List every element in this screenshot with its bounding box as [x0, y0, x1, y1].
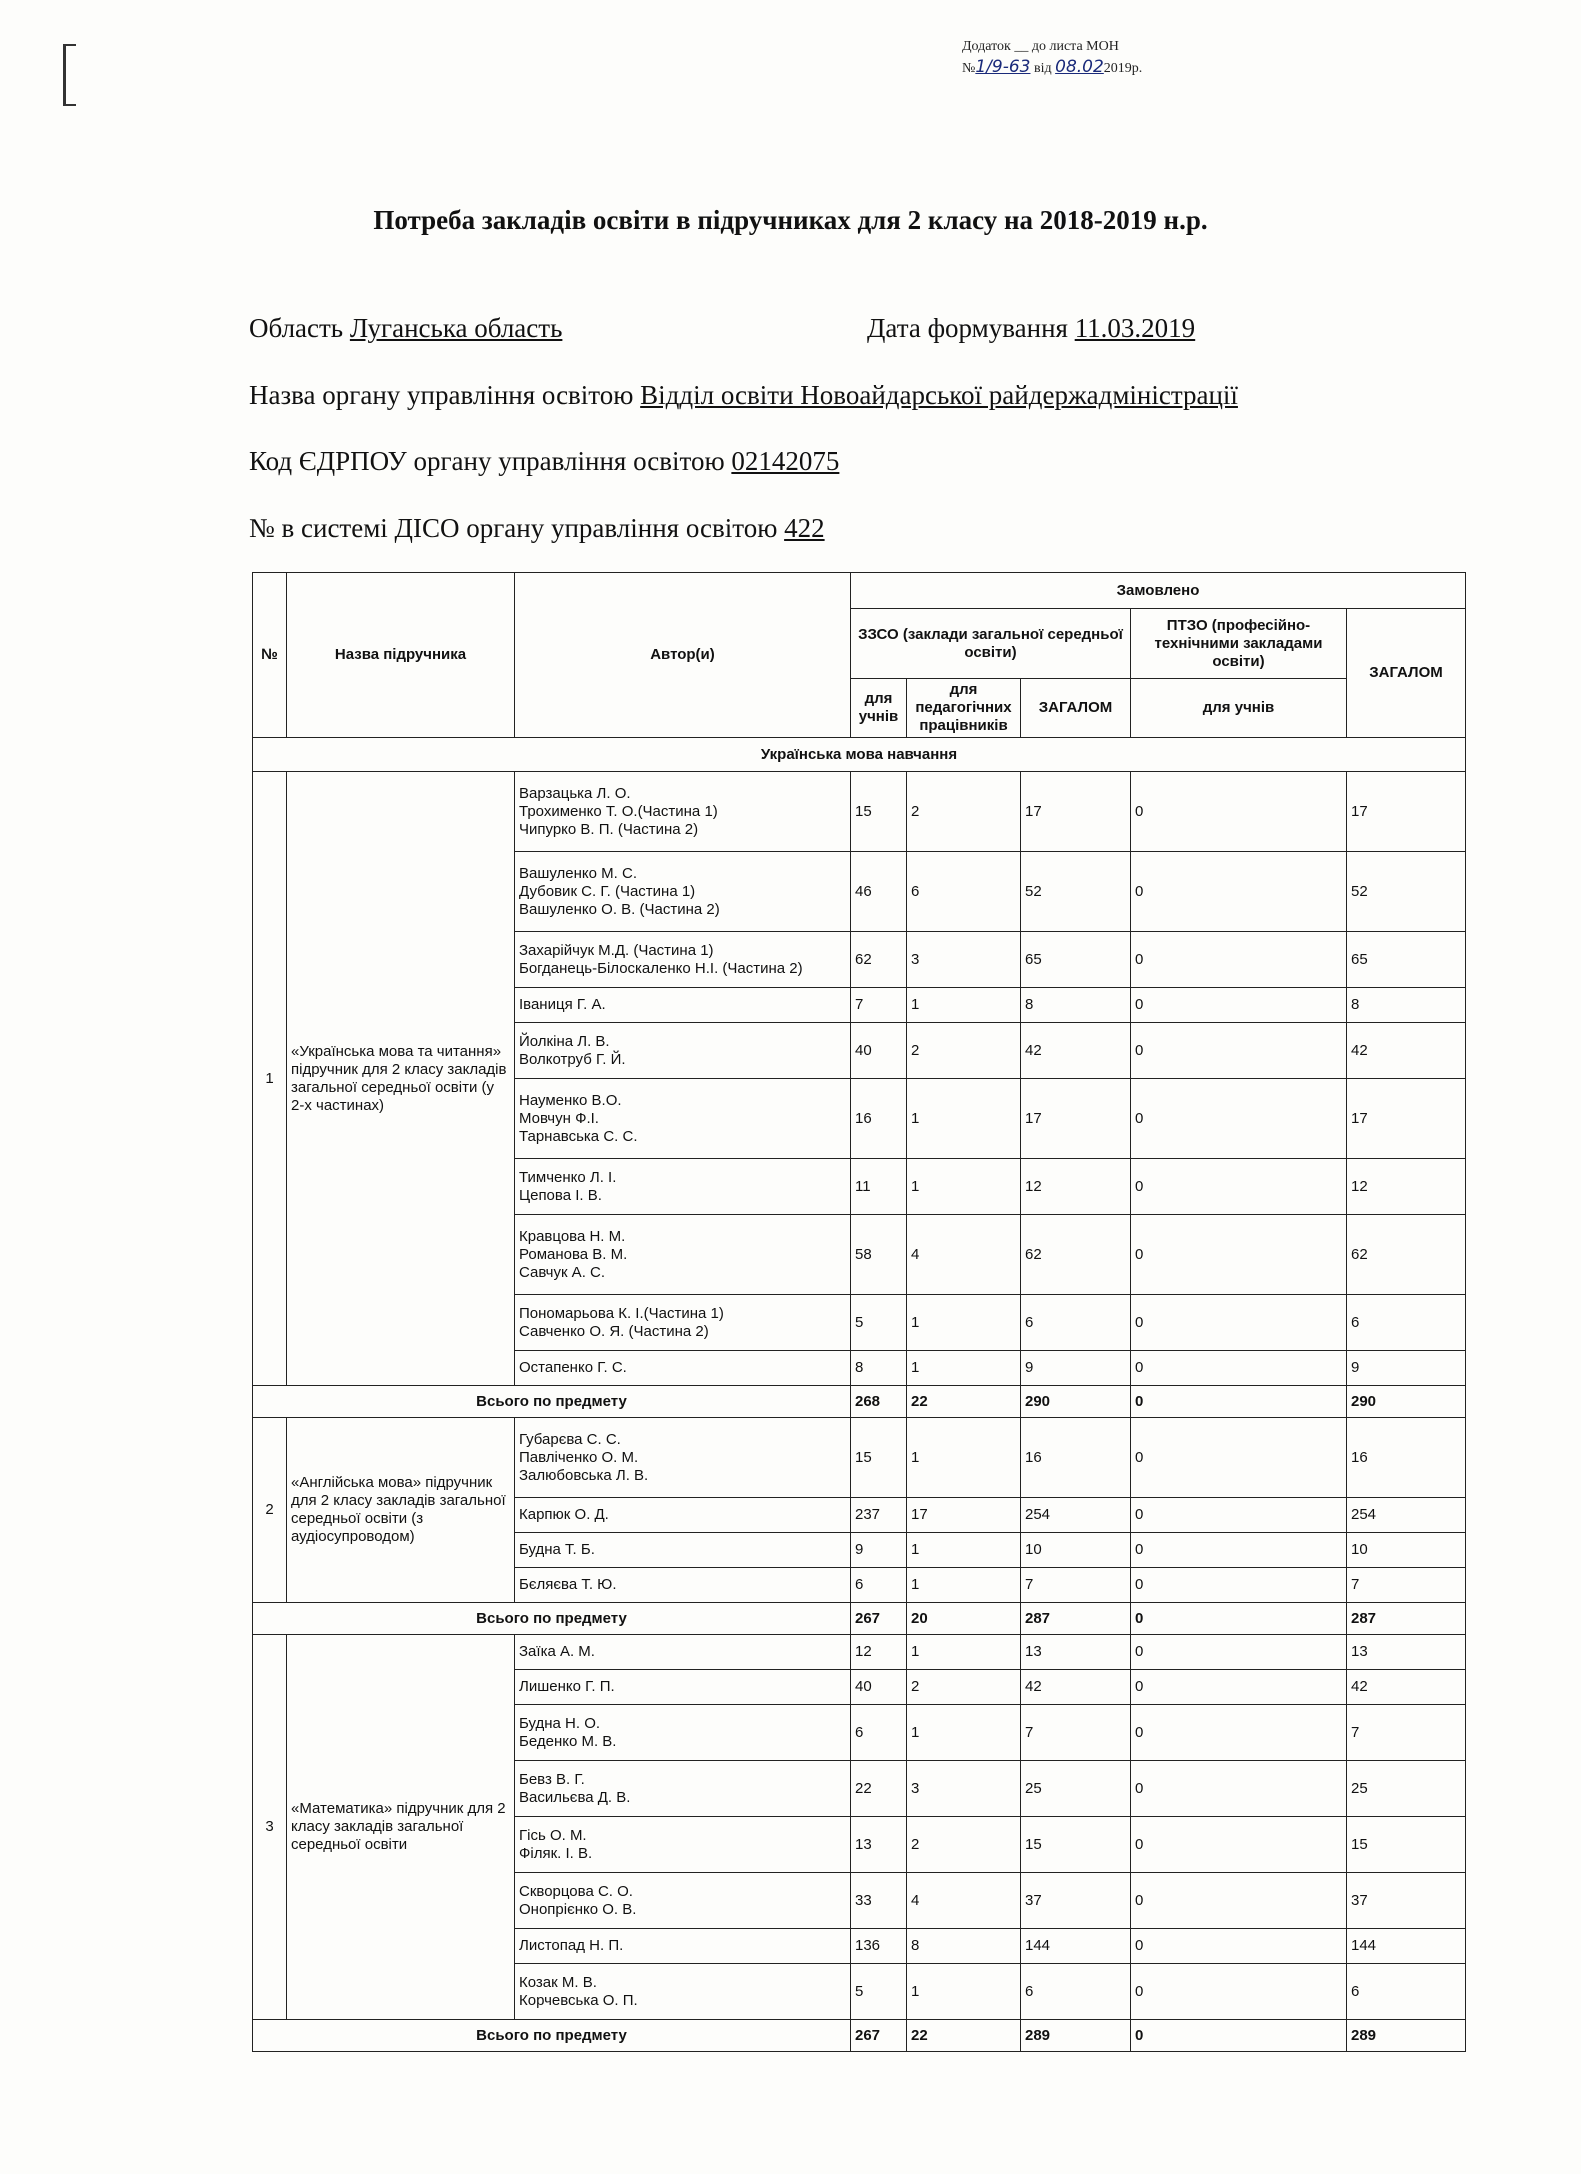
authors-cell	[515, 988, 851, 1023]
cell-students: 40	[851, 1670, 907, 1705]
cell-teachers: 2	[907, 772, 1021, 852]
author-name: Корчевська О. П.	[519, 1991, 638, 2009]
cell-total: 15	[1021, 1817, 1131, 1873]
author-name: Козак М. В.	[519, 1973, 597, 1991]
region-value: Луганська область	[349, 313, 563, 343]
cell-ptzo: 0	[1131, 1705, 1347, 1761]
cell-ptzo: 0	[1131, 1023, 1347, 1079]
textbook-title: «Українська мова та читання» підручник для 2 класу закладів загальної середньої освіти (у 2-х частинах)	[287, 772, 515, 1386]
cell-students: 9	[851, 1533, 907, 1568]
total-label: Всього по предмету	[253, 2020, 851, 2052]
cell-students: 11	[851, 1159, 907, 1215]
subject-number: 2	[253, 1418, 287, 1603]
header-authors: Автор(и)	[515, 573, 851, 738]
annex-line: Додаток __ до листа МОН	[962, 39, 1119, 54]
date-field	[867, 313, 1195, 344]
author-name: Дубовик С. Г. (Частина 1)	[519, 882, 696, 900]
authors-cell	[515, 1761, 851, 1817]
author-name: Савчук А. С.	[519, 1263, 606, 1281]
subject-number: 1	[253, 772, 287, 1386]
textbook-title: «Англійська мова» підручник для 2 класу закладів загальної середньої освіти (з аудіосупроводом)	[287, 1418, 515, 1603]
cell-students: 7	[851, 988, 907, 1023]
author-name: Варзацька Л. О.	[519, 784, 631, 802]
authority-field	[249, 380, 1238, 411]
cell-grand: 144	[1347, 1929, 1466, 1964]
cell-ptzo: 0	[1131, 1964, 1347, 2020]
author-name: Філяк. І. В.	[519, 1844, 593, 1862]
cell-total: 6	[1021, 1964, 1131, 2020]
subject-total-row	[253, 2020, 1466, 2052]
cell-grand: 13	[1347, 1635, 1466, 1670]
author-name: Тарнавська С. С.	[519, 1127, 638, 1145]
author-name: Захарійчук М.Д. (Частина 1)	[519, 941, 714, 959]
edrpou-label: Код ЄДРПОУ органу управління освітою	[249, 446, 725, 476]
cell-ptzo: 0	[1131, 1873, 1347, 1929]
cell-teachers: 1	[907, 1533, 1021, 1568]
author-name: Цепова І. В.	[519, 1186, 602, 1204]
cell-ptzo: 0	[1131, 772, 1347, 852]
cell-total: 9	[1021, 1351, 1131, 1386]
cell-grand: 42	[1347, 1023, 1466, 1079]
cell-students: 6	[851, 1705, 907, 1761]
diso-field	[249, 513, 825, 544]
author-name: Савченко О. Я. (Частина 2)	[519, 1322, 709, 1340]
author-name: Волкотруб Г. Й.	[519, 1050, 626, 1068]
cell-students: 5	[851, 1295, 907, 1351]
cell-grand: 254	[1347, 1498, 1466, 1533]
textbook-table	[252, 572, 1466, 2052]
author-name: Пономарьова К. І.(Частина 1)	[519, 1304, 724, 1322]
cell-total: 25	[1021, 1761, 1131, 1817]
handwritten-number: 1/9-63	[975, 57, 1031, 77]
author-name: Лишенко Г. П.	[519, 1678, 615, 1695]
cell-total: 42	[1021, 1023, 1131, 1079]
cell-teachers: 1	[907, 1159, 1021, 1215]
total-students: 267	[851, 2020, 907, 2052]
total-label: Всього по предмету	[253, 1386, 851, 1418]
cell-ptzo: 0	[1131, 1079, 1347, 1159]
cell-ptzo: 0	[1131, 852, 1347, 932]
authors-cell	[515, 1929, 851, 1964]
author-name: Іваниця Г. А.	[519, 996, 606, 1013]
table-row	[253, 772, 1466, 852]
authors-cell	[515, 1635, 851, 1670]
diso-label: № в системі ДІСО органу управління освітою	[249, 513, 778, 543]
total-grand: 289	[1347, 2020, 1466, 2052]
cell-students: 237	[851, 1498, 907, 1533]
header-total: ЗАГАЛОМ	[1021, 679, 1131, 738]
header-book: Назва підручника	[287, 573, 515, 738]
header-grand-total: ЗАГАЛОМ	[1347, 609, 1466, 738]
author-name: Чипурко В. П. (Частина 2)	[519, 820, 699, 838]
cell-students: 6	[851, 1568, 907, 1603]
cell-teachers: 1	[907, 1418, 1021, 1498]
annex-note	[962, 36, 1142, 79]
cell-ptzo: 0	[1131, 1761, 1347, 1817]
cell-teachers: 2	[907, 1817, 1021, 1873]
subject-number: 3	[253, 1635, 287, 2020]
cell-ptzo: 0	[1131, 1215, 1347, 1295]
author-name: Бєляєва Т. Ю.	[519, 1576, 617, 1593]
cell-total: 52	[1021, 852, 1131, 932]
cell-teachers: 8	[907, 1929, 1021, 1964]
authority-label: Назва органу управління освітою	[249, 380, 634, 410]
cell-students: 58	[851, 1215, 907, 1295]
author-name: Павліченко О. М.	[519, 1448, 639, 1466]
cell-students: 15	[851, 1418, 907, 1498]
cell-total: 37	[1021, 1873, 1131, 1929]
total-teachers: 22	[907, 1386, 1021, 1418]
header-for-students: для учнів	[851, 679, 907, 738]
cell-teachers: 2	[907, 1023, 1021, 1079]
author-name: Вашуленко М. С.	[519, 864, 638, 882]
cell-ptzo: 0	[1131, 1635, 1347, 1670]
cell-grand: 42	[1347, 1670, 1466, 1705]
authors-cell	[515, 1670, 851, 1705]
annex-date-prefix: від	[1034, 61, 1052, 76]
authors-cell	[515, 1568, 851, 1603]
total-total: 290	[1021, 1386, 1131, 1418]
author-name: Романова В. М.	[519, 1245, 628, 1263]
cell-ptzo: 0	[1131, 1533, 1347, 1568]
cell-total: 6	[1021, 1295, 1131, 1351]
cell-teachers: 1	[907, 1295, 1021, 1351]
date-value: 11.03.2019	[1074, 313, 1196, 343]
authors-cell	[515, 1351, 851, 1386]
author-name: Онопрієнко О. В.	[519, 1900, 637, 1918]
author-name: Остапенко Г. С.	[519, 1359, 627, 1376]
subject-total-row	[253, 1603, 1466, 1635]
cell-total: 16	[1021, 1418, 1131, 1498]
table-row	[253, 1635, 1466, 1670]
author-name: Скворцова С. О.	[519, 1882, 633, 1900]
total-grand: 287	[1347, 1603, 1466, 1635]
cell-students: 15	[851, 772, 907, 852]
authors-cell	[515, 1215, 851, 1295]
author-name: Губарєва С. С.	[519, 1430, 621, 1448]
cell-grand: 17	[1347, 1079, 1466, 1159]
annex-year: 2019р.	[1103, 61, 1143, 76]
cell-total: 17	[1021, 772, 1131, 852]
authors-cell	[515, 852, 851, 932]
cell-ptzo: 0	[1131, 1568, 1347, 1603]
cell-students: 62	[851, 932, 907, 988]
cell-ptzo: 0	[1131, 1351, 1347, 1386]
cell-teachers: 17	[907, 1498, 1021, 1533]
binding-bracket	[63, 44, 76, 106]
cell-students: 12	[851, 1635, 907, 1670]
author-name: Карпюк О. Д.	[519, 1506, 609, 1523]
authors-cell	[515, 1295, 851, 1351]
author-name: Беденко М. В.	[519, 1732, 617, 1750]
cell-ptzo: 0	[1131, 1670, 1347, 1705]
region-label: Область	[249, 313, 344, 343]
author-name: Йолкіна Л. В.	[519, 1032, 610, 1050]
author-name: Листопад Н. П.	[519, 1937, 624, 1954]
authors-cell	[515, 1873, 851, 1929]
handwritten-date: 08.02	[1055, 57, 1104, 77]
author-name: Науменко В.О.	[519, 1091, 622, 1109]
cell-ptzo: 0	[1131, 1159, 1347, 1215]
cell-total: 17	[1021, 1079, 1131, 1159]
cell-ptzo: 0	[1131, 1817, 1347, 1873]
cell-teachers: 4	[907, 1215, 1021, 1295]
author-name: Залюбовська Л. В.	[519, 1466, 649, 1484]
table-row	[253, 1418, 1466, 1498]
author-name: Заїка А. М.	[519, 1643, 595, 1660]
cell-ptzo: 0	[1131, 988, 1347, 1023]
cell-total: 8	[1021, 988, 1131, 1023]
cell-total: 42	[1021, 1670, 1131, 1705]
authors-cell	[515, 1533, 851, 1568]
cell-total: 7	[1021, 1568, 1131, 1603]
cell-grand: 52	[1347, 852, 1466, 932]
author-name: Васильєва Д. В.	[519, 1788, 631, 1806]
cell-teachers: 1	[907, 1705, 1021, 1761]
cell-total: 13	[1021, 1635, 1131, 1670]
cell-grand: 15	[1347, 1817, 1466, 1873]
cell-grand: 6	[1347, 1964, 1466, 2020]
header-ptzo: ПТЗО (професійно-технічними закладами освіти)	[1131, 609, 1347, 679]
cell-teachers: 6	[907, 852, 1021, 932]
header-no: №	[253, 573, 287, 738]
authors-cell	[515, 772, 851, 852]
section-label: Українська мова навчання	[253, 738, 1466, 772]
cell-teachers: 4	[907, 1873, 1021, 1929]
cell-students: 40	[851, 1023, 907, 1079]
authors-cell	[515, 932, 851, 988]
author-name: Будна Н. О.	[519, 1714, 601, 1732]
date-label: Дата формування	[867, 313, 1068, 343]
total-total: 289	[1021, 2020, 1131, 2052]
cell-grand: 7	[1347, 1705, 1466, 1761]
total-students: 267	[851, 1603, 907, 1635]
annex-num-prefix: №	[962, 61, 976, 76]
total-ptzo: 0	[1131, 2020, 1347, 2052]
annex-number-line	[962, 57, 1142, 79]
author-name: Кравцова Н. М.	[519, 1227, 626, 1245]
cell-teachers: 2	[907, 1670, 1021, 1705]
cell-teachers: 1	[907, 1635, 1021, 1670]
region-field	[249, 313, 562, 344]
cell-total: 10	[1021, 1533, 1131, 1568]
header-for-teachers: для педагогічних працівників	[907, 679, 1021, 738]
cell-teachers: 1	[907, 1079, 1021, 1159]
cell-grand: 37	[1347, 1873, 1466, 1929]
authors-cell	[515, 1159, 851, 1215]
authors-cell	[515, 1498, 851, 1533]
cell-students: 33	[851, 1873, 907, 1929]
cell-grand: 62	[1347, 1215, 1466, 1295]
cell-grand: 65	[1347, 932, 1466, 988]
cell-ptzo: 0	[1131, 1929, 1347, 1964]
author-name: Трохименко Т. О.(Частина 1)	[519, 802, 718, 820]
author-name: Гісь О. М.	[519, 1826, 587, 1844]
subject-total-row	[253, 1386, 1466, 1418]
page-title: Потреба закладів освіти в підручниках для 2 класу на 2018-2019 н.р.	[373, 205, 1208, 235]
cell-students: 136	[851, 1929, 907, 1964]
authority-value: Відділ освіти Новоайдарської райдержадміністрації	[640, 380, 1238, 410]
cell-teachers: 1	[907, 988, 1021, 1023]
author-name: Мовчун Ф.І.	[519, 1109, 599, 1127]
cell-students: 22	[851, 1761, 907, 1817]
cell-grand: 6	[1347, 1295, 1466, 1351]
author-name: Богданець-Білоскаленко Н.І. (Частина 2)	[519, 959, 803, 977]
cell-students: 16	[851, 1079, 907, 1159]
cell-grand: 8	[1347, 988, 1466, 1023]
total-grand: 290	[1347, 1386, 1466, 1418]
total-teachers: 22	[907, 2020, 1021, 2052]
cell-teachers: 3	[907, 932, 1021, 988]
table-body	[253, 738, 1466, 2052]
cell-grand: 17	[1347, 772, 1466, 852]
authors-cell	[515, 1964, 851, 2020]
cell-grand: 9	[1347, 1351, 1466, 1386]
total-total: 287	[1021, 1603, 1131, 1635]
cell-teachers: 1	[907, 1351, 1021, 1386]
header-ptzo-students: для учнів	[1131, 679, 1347, 738]
cell-total: 62	[1021, 1215, 1131, 1295]
cell-teachers: 1	[907, 1964, 1021, 2020]
edrpou-field	[249, 446, 839, 477]
author-name: Будна Т. Б.	[519, 1541, 595, 1558]
author-name: Вашуленко О. В. (Частина 2)	[519, 900, 720, 918]
authors-cell	[515, 1418, 851, 1498]
header-zzso: ЗЗСО (заклади загальної середньої освіти)	[851, 609, 1131, 679]
cell-ptzo: 0	[1131, 932, 1347, 988]
total-ptzo: 0	[1131, 1386, 1347, 1418]
cell-students: 8	[851, 1351, 907, 1386]
total-teachers: 20	[907, 1603, 1021, 1635]
cell-grand: 12	[1347, 1159, 1466, 1215]
cell-total: 254	[1021, 1498, 1131, 1533]
diso-value: 422	[784, 513, 825, 543]
authors-cell	[515, 1079, 851, 1159]
author-name: Тимченко Л. І.	[519, 1168, 617, 1186]
cell-grand: 16	[1347, 1418, 1466, 1498]
cell-total: 144	[1021, 1929, 1131, 1964]
cell-students: 5	[851, 1964, 907, 2020]
cell-ptzo: 0	[1131, 1418, 1347, 1498]
cell-total: 7	[1021, 1705, 1131, 1761]
cell-grand: 7	[1347, 1568, 1466, 1603]
cell-grand: 10	[1347, 1533, 1466, 1568]
cell-students: 13	[851, 1817, 907, 1873]
authors-cell	[515, 1705, 851, 1761]
author-name: Бевз В. Г.	[519, 1770, 585, 1788]
cell-grand: 25	[1347, 1761, 1466, 1817]
cell-total: 65	[1021, 932, 1131, 988]
cell-teachers: 1	[907, 1568, 1021, 1603]
section-row	[253, 738, 1466, 772]
textbook-title: «Математика» підручник для 2 класу закладів загальної середньої освіти	[287, 1635, 515, 2020]
header-ordered: Замовлено	[851, 573, 1466, 609]
authors-cell	[515, 1817, 851, 1873]
cell-total: 12	[1021, 1159, 1131, 1215]
total-ptzo: 0	[1131, 1603, 1347, 1635]
total-students: 268	[851, 1386, 907, 1418]
cell-ptzo: 0	[1131, 1498, 1347, 1533]
cell-ptzo: 0	[1131, 1295, 1347, 1351]
cell-teachers: 3	[907, 1761, 1021, 1817]
total-label: Всього по предмету	[253, 1603, 851, 1635]
cell-students: 46	[851, 852, 907, 932]
authors-cell	[515, 1023, 851, 1079]
edrpou-value: 02142075	[731, 446, 840, 476]
